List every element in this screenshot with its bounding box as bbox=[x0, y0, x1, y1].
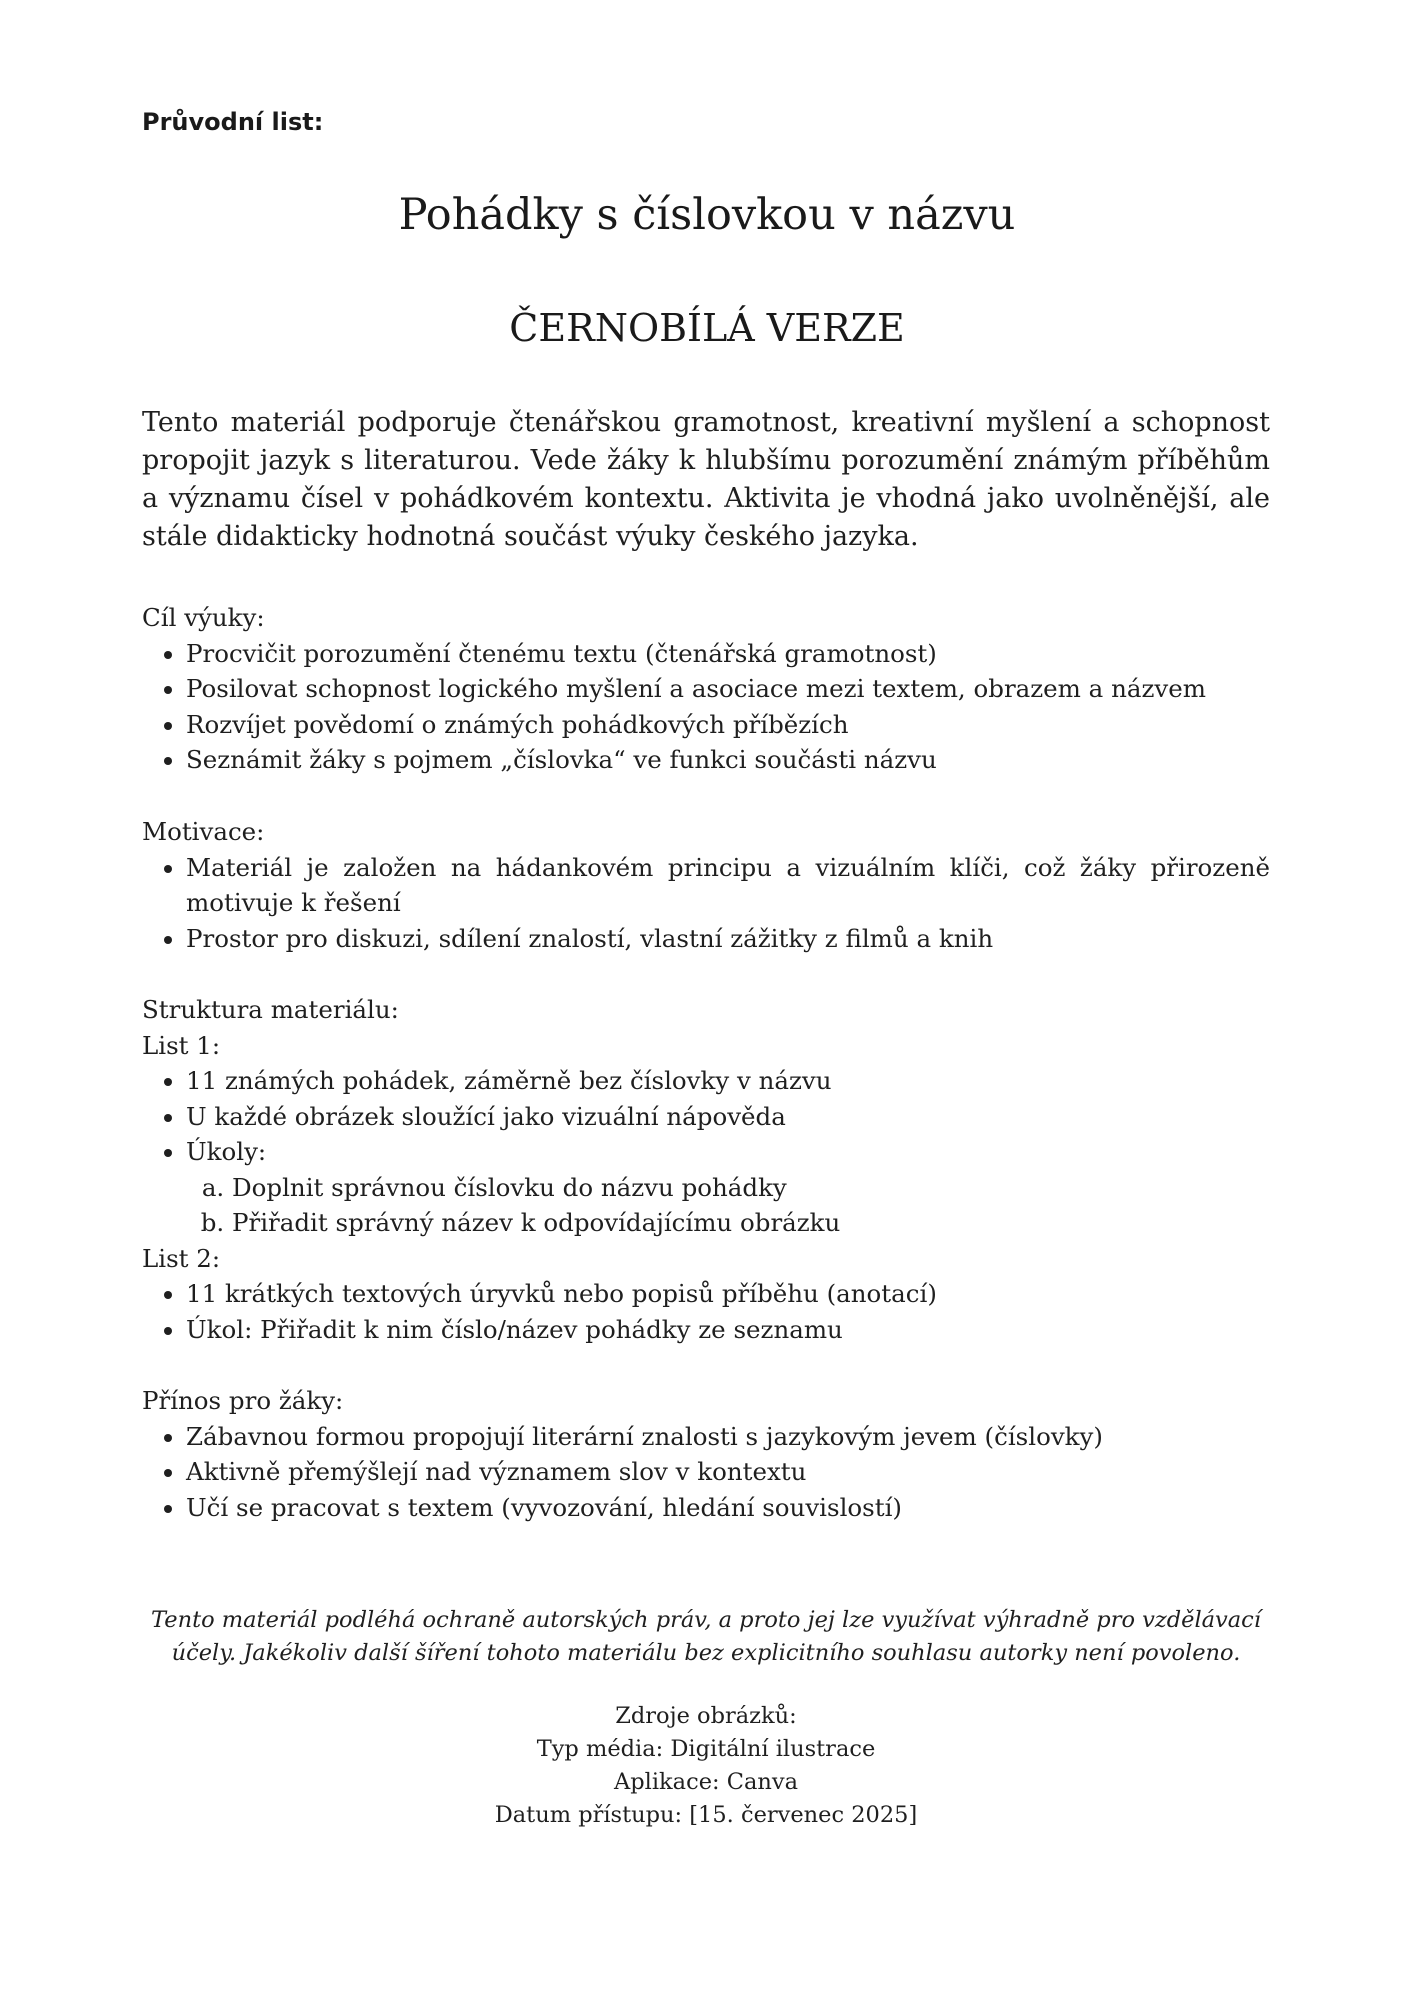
list1-heading: List 1: bbox=[142, 1030, 221, 1060]
list-item: • Úkol: Přiřadit k nim číslo/název pohádky ze seznamu bbox=[186, 1312, 1270, 1348]
list-item: • Posilovat schopnost logického myšlení a asociace mezi textem, obrazem a názvem bbox=[186, 671, 1270, 707]
list1-subitems bbox=[142, 1170, 1270, 1241]
sources-heading: Zdroje obrázků: bbox=[615, 1703, 797, 1729]
copyright-text: Tento materiál podléhá ochraně autorských práv, a proto jej lze využívat výhradně pro vzdělávací účely. Jakékoliv další šíření tohoto materiálu bez explicitního souhlasu autorky není povoleno. bbox=[151, 1607, 1261, 1666]
list-item: • Zábavnou formou propojují literární znalosti s jazykovým jevem (číslovky) bbox=[186, 1419, 1270, 1455]
sources-media: Typ média: Digitální ilustrace bbox=[536, 1736, 876, 1762]
sources-date: Datum přístupu: [15. červenec 2025] bbox=[494, 1802, 918, 1828]
structure-section bbox=[142, 992, 1270, 1347]
motivation-section bbox=[142, 814, 1270, 956]
list-item: • Aktivně přemýšlejí nad významem slov v kontextu bbox=[186, 1454, 1270, 1490]
benefits-list bbox=[142, 1419, 1270, 1526]
page-title: Pohádky s číslovkou v názvu bbox=[398, 190, 1016, 240]
benefits-heading: Přínos pro žáky: bbox=[142, 1386, 344, 1415]
list-subitem: b. Přiřadit správný název k odpovídajícímu obrázku bbox=[232, 1205, 1270, 1241]
image-sources bbox=[142, 1700, 1270, 1832]
goals-section bbox=[142, 600, 1270, 778]
list-item: • 11 známých pohádek, záměrně bez číslovky v názvu bbox=[186, 1063, 1270, 1099]
list-item: • Rozvíjet povědomí o známých pohádkových příbězích bbox=[186, 707, 1270, 743]
intro-paragraph: Tento materiál podporuje čtenářskou gramotnost, kreativní myšlení a schopnost propojit jazyk s literaturou. Vede žáky k hlubšímu porozumění známým příběhům a významu čísel v pohádkovém kontextu. Aktivita je vhodná jako uvolněnější, ale stále didakticky hodnotná součást výuky českého jazyka. bbox=[142, 407, 1270, 552]
motivation-heading: Motivace: bbox=[142, 817, 265, 846]
goals-list bbox=[142, 636, 1270, 778]
copyright-notice bbox=[142, 1604, 1270, 1670]
list-item: • U každé obrázek sloužící jako vizuální nápověda bbox=[186, 1099, 1270, 1135]
list-item: • Seznámit žáky s pojmem „číslovka“ ve funkci součásti názvu bbox=[186, 742, 1270, 778]
list-item: • Prostor pro diskuzi, sdílení znalostí, vlastní zážitky z filmů a knih bbox=[186, 921, 1270, 957]
document-label: Průvodní list: bbox=[142, 108, 324, 136]
motivation-list bbox=[142, 850, 1270, 957]
list-item: • Procvičit porozumění čtenému textu (čtenářská gramotnost) bbox=[186, 636, 1270, 672]
list-subitem: a. Doplnit správnou číslovku do názvu pohádky bbox=[232, 1170, 1270, 1206]
page-subtitle: ČERNOBÍLÁ VERZE bbox=[509, 306, 905, 350]
benefits-section bbox=[142, 1383, 1270, 1525]
list2-heading: List 2: bbox=[142, 1243, 221, 1273]
list1-items bbox=[142, 1063, 1270, 1170]
list2-items bbox=[142, 1276, 1270, 1347]
sources-app: Aplikace: Canva bbox=[614, 1769, 798, 1795]
list-item: • Materiál je založen na hádankovém principu a vizuálním klíči, což žáky přirozeně motivuje k řešení bbox=[186, 850, 1270, 921]
structure-heading: Struktura materiálu: bbox=[142, 995, 399, 1024]
list-item: • 11 krátkých textových úryvků nebo popisů příběhu (anotací) bbox=[186, 1276, 1270, 1312]
list-item: • Úkoly: bbox=[186, 1134, 1270, 1170]
goals-heading: Cíl výuky: bbox=[142, 603, 265, 632]
list-item: • Učí se pracovat s textem (vyvozování, hledání souvislostí) bbox=[186, 1490, 1270, 1526]
